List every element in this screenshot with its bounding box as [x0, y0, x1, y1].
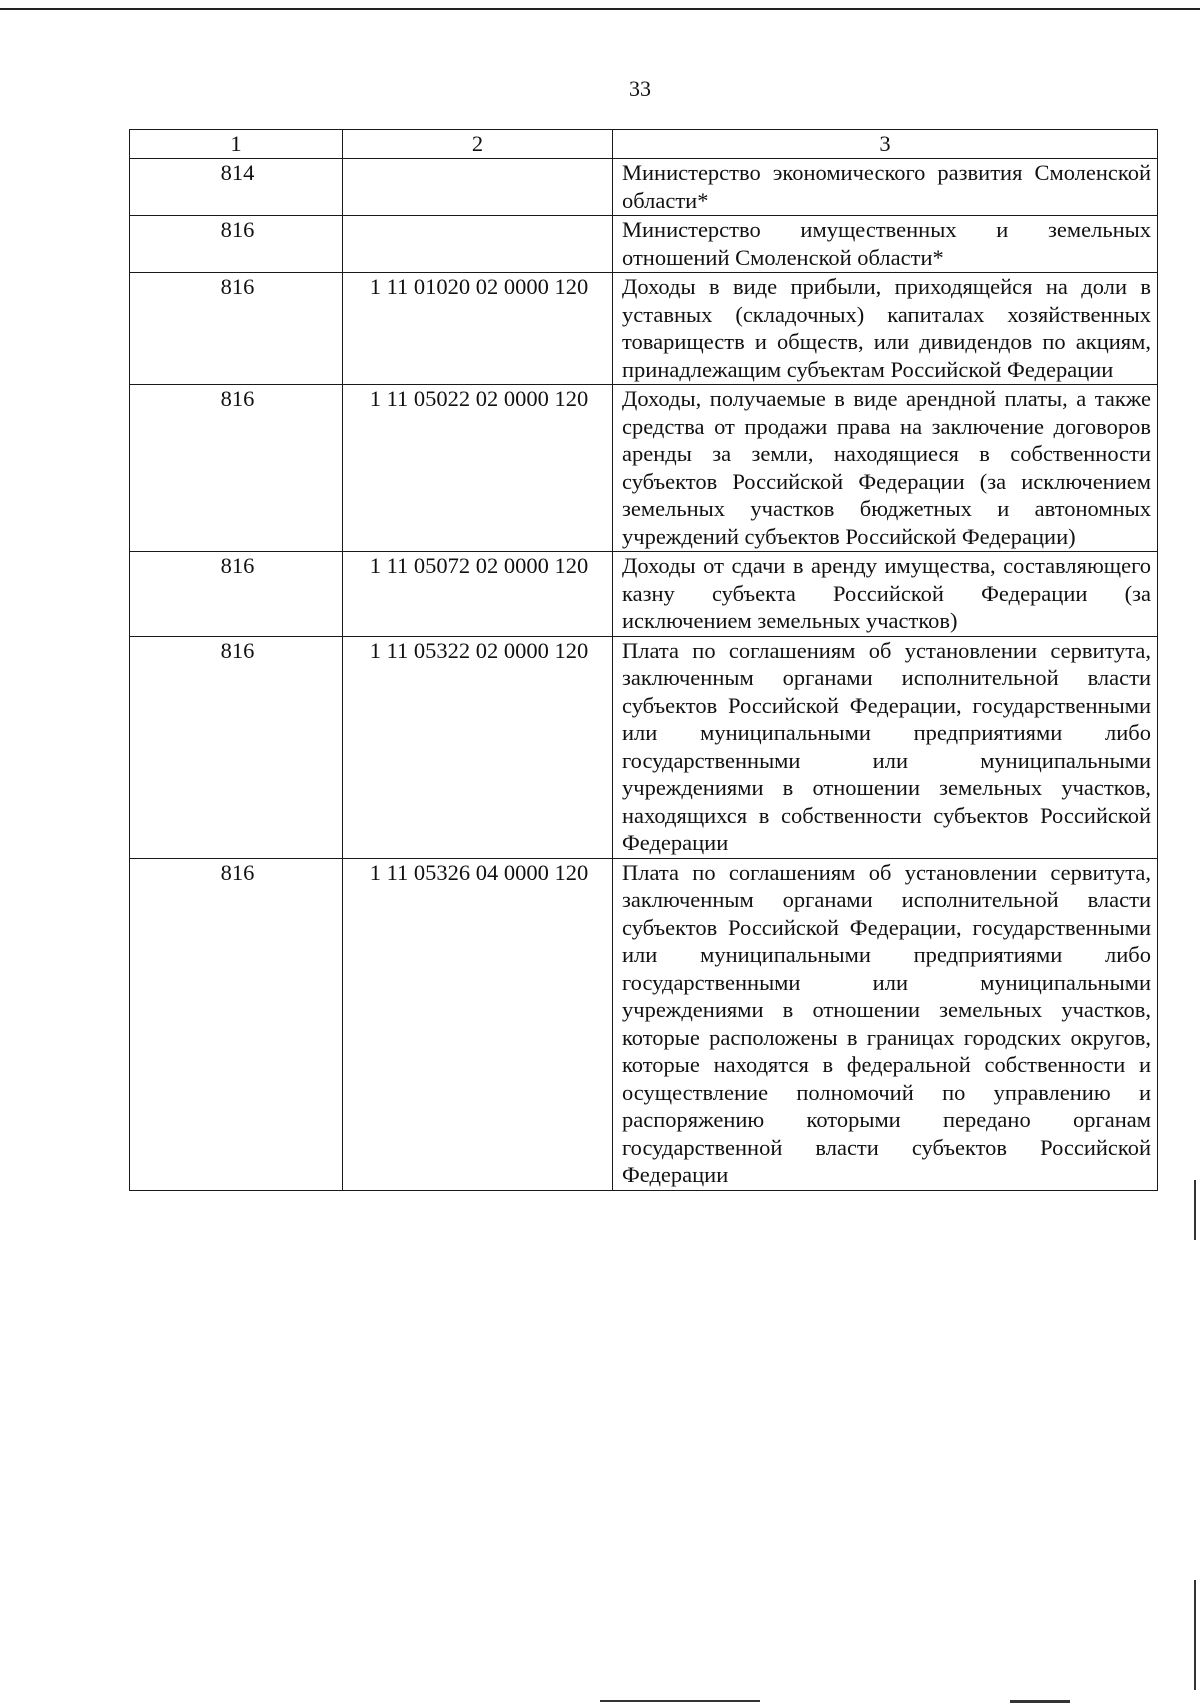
admin-code-cell: 816: [130, 385, 343, 552]
admin-code-cell: 816: [130, 858, 343, 1190]
revenue-code-cell: 1 11 01020 02 0000 120: [343, 273, 613, 385]
table-row: [130, 216, 1158, 273]
revenue-name-cell: Доходы от сдачи в аренду имущества, составляющего казну субъекта Российской Федерации (за исключением земельных участков): [613, 552, 1158, 637]
revenue-code-cell: [343, 216, 613, 273]
page-number: 33: [629, 76, 651, 101]
revenue-name-cell: Доходы, получаемые в виде арендной платы, а также средства от продажи права на заключение договоров аренды за земли, находящиеся в собственности субъектов Российской Федерации (за исключением земельных участков бюджетных и автономных учреждений субъектов Российской Федерации): [613, 385, 1158, 552]
admin-code-cell: 816: [130, 216, 343, 273]
revenue-codes-table: [129, 129, 1158, 1191]
table-row: [130, 858, 1158, 1190]
revenue-code-cell: 1 11 05022 02 0000 120: [343, 385, 613, 552]
revenue-code-cell: [343, 159, 613, 216]
table-row: [130, 636, 1158, 858]
revenue-code-cell: 1 11 05322 02 0000 120: [343, 636, 613, 858]
table-row: [130, 273, 1158, 385]
revenue-code-cell: 1 11 05326 04 0000 120: [343, 858, 613, 1190]
revenue-name-cell: Плата по соглашениям об установлении сервитута, заключенным органами исполнительной власти субъектов Российской Федерации, государственными или муниципальными предприятиями либо государственными или муниципальными учреждениями в отношении земельных участков, находящихся в собственности субъектов Российской Федерации: [613, 636, 1158, 858]
table-row: [130, 159, 1158, 216]
revenue-name-cell: Плата по соглашениям об установлении сервитута, заключенным органами исполнительной власти субъектов Российской Федерации, государственными или муниципальными предприятиями либо государственными или муниципальными учреждениями в отношении земельных участков, которые расположены в границах городских округов, которые находятся в федеральной собственности и осуществление полномочий по управлению и распоряжению которыми передано органам государственной власти субъектов Российской Федерации: [613, 858, 1158, 1190]
admin-code-cell: 816: [130, 552, 343, 637]
revenue-code-cell: 1 11 05072 02 0000 120: [343, 552, 613, 637]
revenue-name-cell: Министерство экономического развития Смоленской области*: [613, 159, 1158, 216]
revenue-name-cell: Доходы в виде прибыли, приходящейся на доли в уставных (складочных) капиталах хозяйственных товариществ и обществ, или дивидендов по акциям, принадлежащим субъектам Российской Федерации: [613, 273, 1158, 385]
scan-edge-mark: [600, 1700, 760, 1702]
revenue-name-cell: Министерство имущественных и земельных отношений Смоленской области*: [613, 216, 1158, 273]
scan-edge-mark: [1010, 1700, 1070, 1703]
scan-edge-mark: [1194, 1580, 1196, 1690]
admin-code-cell: 816: [130, 273, 343, 385]
admin-code-cell: 814: [130, 159, 343, 216]
table-row: [130, 385, 1158, 552]
column-header-1: 1: [130, 130, 343, 159]
scan-edge-mark: [1194, 1180, 1196, 1240]
column-header-2: 2: [343, 130, 613, 159]
table-row: [130, 552, 1158, 637]
scan-top-edge-line: [0, 8, 1200, 10]
column-header-3: 3: [613, 130, 1158, 159]
table-header-row: [130, 130, 1158, 159]
admin-code-cell: 816: [130, 636, 343, 858]
